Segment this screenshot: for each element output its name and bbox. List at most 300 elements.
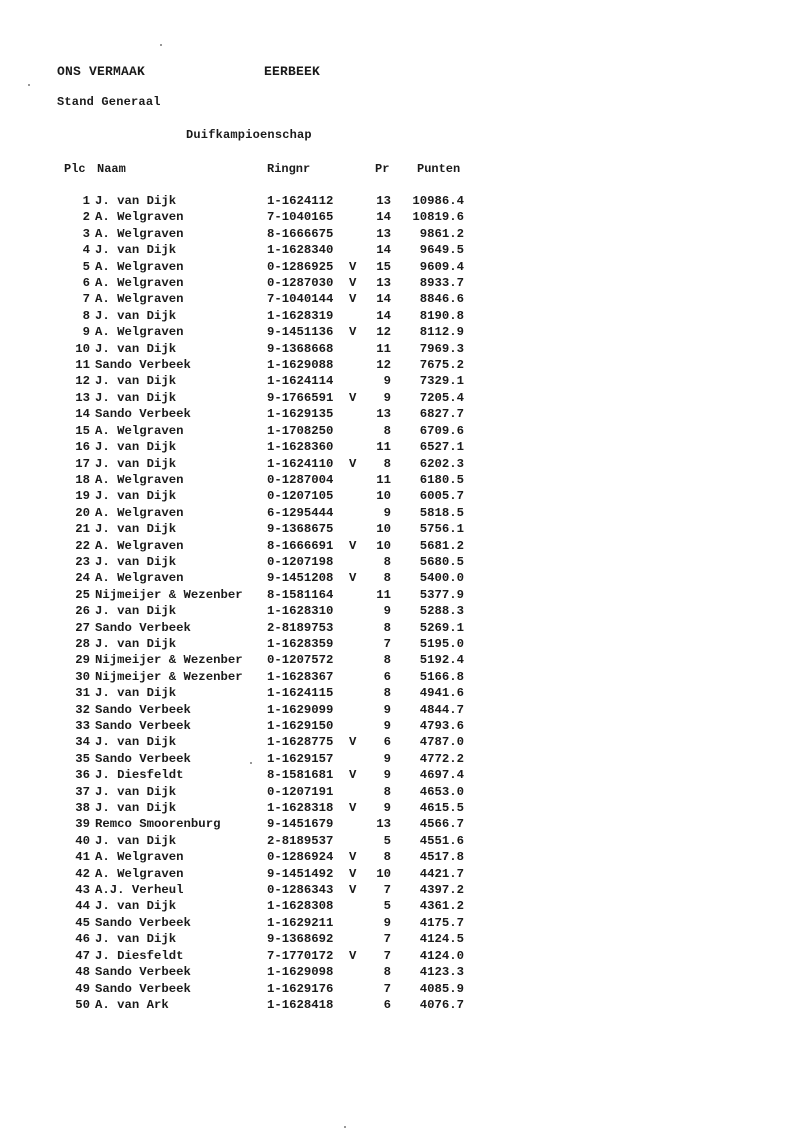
table-row: [0, 981, 800, 997]
cell-v-marker: V: [349, 768, 357, 783]
cell-pr: 14: [376, 210, 391, 225]
cell-punten: 10819.6: [412, 210, 464, 225]
table-row: [0, 997, 800, 1013]
cell-plc: 21: [75, 522, 90, 537]
cell-plc: 36: [75, 768, 90, 783]
cell-v-marker: V: [349, 948, 357, 963]
cell-pr: 8: [383, 554, 391, 569]
cell-pr: 9: [383, 751, 391, 766]
scan-speck: [344, 1126, 346, 1128]
cell-naam: A. Welgraven: [95, 850, 184, 865]
cell-pr: 13: [376, 226, 391, 241]
cell-punten: 7205.4: [419, 390, 464, 405]
cell-plc: 9: [82, 325, 90, 340]
cell-punten: 4421.7: [419, 866, 464, 881]
cell-plc: 37: [75, 784, 90, 799]
cell-punten: 8190.8: [419, 308, 464, 323]
cell-plc: 14: [75, 407, 90, 422]
table-row: [0, 308, 800, 324]
cell-plc: 43: [75, 883, 90, 898]
cell-punten: 5756.1: [419, 522, 464, 537]
cell-punten: 8112.9: [419, 325, 464, 340]
table-row: [0, 849, 800, 865]
scan-speck: [160, 44, 162, 46]
cell-punten: 7329.1: [419, 374, 464, 389]
cell-ringnr: 8-1666691: [267, 538, 334, 553]
cell-plc: 44: [75, 899, 90, 914]
cell-punten: 6005.7: [419, 489, 464, 504]
cell-ringnr: 1-1624110: [267, 456, 334, 471]
cell-pr: 14: [376, 308, 391, 323]
cell-naam: A. Welgraven: [95, 472, 184, 487]
table-row: [0, 866, 800, 882]
cell-naam: Sando Verbeek: [95, 407, 191, 422]
cell-pr: 9: [383, 702, 391, 717]
cell-plc: 45: [75, 915, 90, 930]
cell-pr: 12: [376, 325, 391, 340]
cell-ringnr: 0-1207198: [267, 554, 334, 569]
cell-naam: J. van Dijk: [95, 489, 177, 504]
cell-naam: Sando Verbeek: [95, 915, 191, 930]
cell-naam: J. Diesfeldt: [95, 768, 184, 783]
table-row: [0, 587, 800, 603]
cell-pr: 15: [376, 259, 391, 274]
cell-pr: 6: [383, 997, 391, 1012]
cell-plc: 1: [82, 194, 90, 208]
cell-ringnr: 1-1629211: [267, 915, 334, 930]
cell-naam: J. van Dijk: [95, 456, 177, 471]
cell-pr: 6: [383, 735, 391, 750]
table-row: [0, 193, 800, 209]
cell-pr: 10: [376, 538, 391, 553]
table-row: [0, 554, 800, 570]
table-row: [0, 685, 800, 701]
table-row: [0, 275, 800, 291]
cell-v-marker: V: [349, 571, 357, 586]
column-header-pr: Pr: [375, 162, 390, 176]
table-row: [0, 324, 800, 340]
cell-plc: 30: [75, 669, 90, 684]
table-row: [0, 505, 800, 521]
cell-naam: J. van Dijk: [95, 735, 177, 750]
cell-naam: J. van Dijk: [95, 243, 177, 258]
cell-ringnr: 0-1207105: [267, 489, 334, 504]
scan-speck: [250, 762, 252, 764]
cell-ringnr: 1-1629150: [267, 719, 334, 733]
cell-ringnr: 0-1286925: [267, 259, 334, 274]
cell-ringnr: 7-1040144: [267, 292, 334, 307]
table-row: [0, 521, 800, 537]
table-row: [0, 800, 800, 816]
cell-ringnr: 0-1207572: [267, 653, 334, 668]
cell-plc: 10: [75, 341, 90, 356]
cell-naam: J. van Dijk: [95, 341, 177, 356]
cell-ringnr: 8-1581164: [267, 587, 334, 602]
cell-ringnr: 1-1628360: [267, 440, 334, 455]
cell-plc: 24: [75, 571, 90, 586]
table-row: [0, 931, 800, 947]
table-row: [0, 357, 800, 373]
cell-ringnr: 1-1628359: [267, 636, 334, 651]
cell-punten: 4566.7: [419, 817, 464, 832]
cell-naam: Nijmeijer & Wezenber: [95, 669, 243, 684]
cell-pr: 11: [376, 587, 391, 602]
cell-pr: 10: [376, 522, 391, 537]
cell-punten: 5680.5: [419, 554, 464, 569]
cell-plc: 46: [75, 932, 90, 947]
cell-plc: 13: [75, 390, 90, 405]
report-subtitle: Stand Generaal: [57, 95, 161, 109]
cell-plc: 20: [75, 505, 90, 520]
cell-ringnr: 1-1624114: [267, 374, 334, 389]
cell-ringnr: 1-1629098: [267, 965, 334, 980]
cell-naam: Sando Verbeek: [95, 620, 191, 635]
cell-plc: 26: [75, 604, 90, 619]
cell-naam: Sando Verbeek: [95, 965, 191, 980]
cell-pr: 9: [383, 801, 391, 816]
cell-ringnr: 9-1368668: [267, 341, 334, 356]
cell-naam: J. van Dijk: [95, 932, 177, 947]
cell-v-marker: V: [349, 883, 357, 898]
cell-plc: 42: [75, 866, 90, 881]
cell-ringnr: 1-1628319: [267, 308, 334, 323]
cell-plc: 15: [75, 423, 90, 438]
cell-naam: Sando Verbeek: [95, 358, 191, 373]
cell-pr: 8: [383, 850, 391, 865]
cell-plc: 18: [75, 472, 90, 487]
cell-pr: 7: [383, 636, 391, 651]
column-header-punten: Punten: [417, 162, 461, 176]
cell-naam: J. van Dijk: [95, 604, 177, 619]
cell-pr: 14: [376, 292, 391, 307]
table-row: [0, 341, 800, 357]
table-row: [0, 915, 800, 931]
cell-plc: 19: [75, 489, 90, 504]
cell-naam: J. van Dijk: [95, 833, 177, 848]
cell-v-marker: V: [349, 735, 357, 750]
cell-naam: J. van Dijk: [95, 554, 177, 569]
cell-naam: A. Welgraven: [95, 276, 184, 291]
table-row: [0, 636, 800, 652]
cell-punten: 4076.7: [419, 997, 464, 1012]
cell-naam: J. van Dijk: [95, 308, 177, 323]
cell-naam: J. van Dijk: [95, 374, 177, 389]
cell-punten: 4085.9: [419, 981, 464, 996]
cell-ringnr: 1-1708250: [267, 423, 334, 438]
cell-naam: J. Diesfeldt: [95, 948, 184, 963]
cell-plc: 8: [82, 308, 90, 323]
cell-punten: 4124.0: [419, 948, 464, 963]
table-row: [0, 242, 800, 258]
cell-ringnr: 1-1624112: [267, 194, 334, 208]
cell-naam: A. Welgraven: [95, 505, 184, 520]
cell-punten: 9861.2: [419, 226, 464, 241]
cell-punten: 7969.3: [419, 341, 464, 356]
cell-punten: 4361.2: [419, 899, 464, 914]
cell-naam: A. Welgraven: [95, 325, 184, 340]
cell-plc: 5: [82, 259, 90, 274]
cell-pr: 7: [383, 932, 391, 947]
cell-punten: 4175.7: [419, 915, 464, 930]
cell-punten: 5288.3: [419, 604, 464, 619]
cell-v-marker: V: [349, 850, 357, 865]
cell-punten: 9649.5: [419, 243, 464, 258]
cell-punten: 4123.3: [419, 965, 464, 980]
competition-title: Duifkampioenschap: [186, 128, 312, 142]
cell-ringnr: 1-1629135: [267, 407, 334, 422]
cell-punten: 4697.4: [419, 768, 464, 783]
cell-pr: 8: [383, 571, 391, 586]
cell-naam: Sando Verbeek: [95, 981, 191, 996]
cell-pr: 9: [383, 390, 391, 405]
cell-v-marker: V: [349, 866, 357, 881]
cell-naam: A. Welgraven: [95, 259, 184, 274]
cell-naam: J. van Dijk: [95, 784, 177, 799]
cell-naam: Nijmeijer & Wezenber: [95, 653, 243, 668]
cell-punten: 6180.5: [419, 472, 464, 487]
cell-punten: 4844.7: [419, 702, 464, 717]
cell-pr: 13: [376, 407, 391, 422]
cell-naam: J. van Dijk: [95, 440, 177, 455]
cell-pr: 5: [383, 899, 391, 914]
cell-pr: 8: [383, 620, 391, 635]
cell-pr: 11: [376, 472, 391, 487]
cell-plc: 35: [75, 751, 90, 766]
cell-plc: 38: [75, 801, 90, 816]
cell-pr: 11: [376, 341, 391, 356]
cell-punten: 4787.0: [419, 735, 464, 750]
cell-plc: 23: [75, 554, 90, 569]
cell-ringnr: 1-1629176: [267, 981, 334, 996]
table-row: [0, 882, 800, 898]
cell-naam: J. van Dijk: [95, 686, 177, 701]
cell-v-marker: V: [349, 390, 357, 405]
cell-plc: 50: [75, 997, 90, 1012]
cell-plc: 48: [75, 965, 90, 980]
cell-punten: 10986.4: [412, 194, 464, 208]
table-row: [0, 472, 800, 488]
cell-naam: A. Welgraven: [95, 226, 184, 241]
cell-punten: 7675.2: [419, 358, 464, 373]
cell-v-marker: V: [349, 292, 357, 307]
table-row: [0, 784, 800, 800]
scan-speck: [28, 84, 30, 86]
cell-plc: 2: [82, 210, 90, 225]
cell-ringnr: 0-1207191: [267, 784, 334, 799]
table-row: [0, 209, 800, 225]
cell-punten: 5166.8: [419, 669, 464, 684]
table-row: [0, 702, 800, 718]
cell-naam: J. van Dijk: [95, 636, 177, 651]
club-town: EERBEEK: [264, 64, 321, 79]
cell-naam: Sando Verbeek: [95, 751, 191, 766]
cell-punten: 5400.0: [419, 571, 464, 586]
cell-naam: A. Welgraven: [95, 292, 184, 307]
cell-plc: 32: [75, 702, 90, 717]
cell-plc: 40: [75, 833, 90, 848]
cell-plc: 33: [75, 719, 90, 733]
cell-plc: 28: [75, 636, 90, 651]
cell-punten: 5269.1: [419, 620, 464, 635]
cell-punten: 5681.2: [419, 538, 464, 553]
cell-pr: 7: [383, 948, 391, 963]
cell-ringnr: 7-1770172: [267, 948, 334, 963]
cell-ringnr: 2-8189753: [267, 620, 334, 635]
cell-plc: 7: [82, 292, 90, 307]
cell-ringnr: 1-1628775: [267, 735, 334, 750]
cell-pr: 9: [383, 604, 391, 619]
table-row: [0, 751, 800, 767]
cell-plc: 31: [75, 686, 90, 701]
cell-punten: 4793.6: [419, 719, 464, 733]
cell-pr: 8: [383, 653, 391, 668]
cell-pr: 13: [376, 276, 391, 291]
cell-plc: 3: [82, 226, 90, 241]
cell-plc: 25: [75, 587, 90, 602]
cell-ringnr: 1-1624115: [267, 686, 334, 701]
cell-pr: 8: [383, 965, 391, 980]
cell-punten: 6827.7: [419, 407, 464, 422]
table-row: [0, 816, 800, 832]
cell-punten: 4517.8: [419, 850, 464, 865]
cell-punten: 4124.5: [419, 932, 464, 947]
cell-plc: 39: [75, 817, 90, 832]
ranking-table: [0, 193, 800, 1013]
cell-plc: 4: [82, 243, 90, 258]
cell-naam: J. van Dijk: [95, 801, 177, 816]
cell-punten: 6527.1: [419, 440, 464, 455]
cell-ringnr: 9-1368692: [267, 932, 334, 947]
cell-plc: 16: [75, 440, 90, 455]
table-row: [0, 259, 800, 275]
cell-naam: A. Welgraven: [95, 423, 184, 438]
cell-naam: A.J. Verheul: [95, 883, 184, 898]
cell-plc: 27: [75, 620, 90, 635]
cell-pr: 9: [383, 719, 391, 733]
cell-ringnr: 0-1287030: [267, 276, 334, 291]
cell-naam: J. van Dijk: [95, 194, 177, 208]
cell-punten: 5377.9: [419, 587, 464, 602]
table-row: [0, 570, 800, 586]
cell-punten: 4772.2: [419, 751, 464, 766]
cell-ringnr: 0-1286343: [267, 883, 334, 898]
cell-punten: 9609.4: [419, 259, 464, 274]
cell-naam: J. van Dijk: [95, 390, 177, 405]
cell-naam: A. Welgraven: [95, 538, 184, 553]
table-row: [0, 718, 800, 734]
table-row: [0, 373, 800, 389]
cell-pr: 8: [383, 686, 391, 701]
cell-naam: A. Welgraven: [95, 866, 184, 881]
cell-pr: 9: [383, 915, 391, 930]
cell-ringnr: 1-1628418: [267, 997, 334, 1012]
cell-pr: 13: [376, 817, 391, 832]
cell-plc: 29: [75, 653, 90, 668]
column-header-plc: Plc: [64, 162, 86, 176]
cell-ringnr: 9-1451679: [267, 817, 334, 832]
cell-punten: 4653.0: [419, 784, 464, 799]
cell-ringnr: 8-1666675: [267, 226, 334, 241]
cell-punten: 5192.4: [419, 653, 464, 668]
cell-pr: 10: [376, 866, 391, 881]
cell-naam: Nijmeijer & Wezenber: [95, 587, 243, 602]
cell-naam: Sando Verbeek: [95, 702, 191, 717]
cell-punten: 8846.6: [419, 292, 464, 307]
cell-pr: 13: [376, 194, 391, 208]
cell-ringnr: 1-1629157: [267, 751, 334, 766]
cell-naam: A. van Ark: [95, 997, 169, 1012]
cell-plc: 49: [75, 981, 90, 996]
cell-ringnr: 1-1628340: [267, 243, 334, 258]
cell-ringnr: 1-1628318: [267, 801, 334, 816]
cell-v-marker: V: [349, 456, 357, 471]
cell-pr: 10: [376, 489, 391, 504]
cell-naam: Sando Verbeek: [95, 719, 191, 733]
table-row: [0, 488, 800, 504]
cell-ringnr: 7-1040165: [267, 210, 334, 225]
cell-ringnr: 2-8189537: [267, 833, 334, 848]
cell-ringnr: 0-1286924: [267, 850, 334, 865]
cell-pr: 8: [383, 784, 391, 799]
cell-pr: 8: [383, 456, 391, 471]
cell-ringnr: 9-1451208: [267, 571, 334, 586]
cell-v-marker: V: [349, 259, 357, 274]
cell-naam: A. Welgraven: [95, 210, 184, 225]
cell-pr: 12: [376, 358, 391, 373]
cell-plc: 41: [75, 850, 90, 865]
table-row: [0, 767, 800, 783]
table-row: [0, 439, 800, 455]
table-row: [0, 423, 800, 439]
cell-punten: 6202.3: [419, 456, 464, 471]
table-row: [0, 603, 800, 619]
table-row: [0, 652, 800, 668]
table-row: [0, 669, 800, 685]
table-row: [0, 390, 800, 406]
cell-v-marker: V: [349, 538, 357, 553]
cell-punten: 4941.6: [419, 686, 464, 701]
column-header-ringnr: Ringnr: [267, 162, 311, 176]
cell-punten: 4615.5: [419, 801, 464, 816]
cell-pr: 5: [383, 833, 391, 848]
cell-ringnr: 9-1368675: [267, 522, 334, 537]
cell-v-marker: V: [349, 325, 357, 340]
table-row: [0, 948, 800, 964]
cell-pr: 7: [383, 981, 391, 996]
cell-punten: 5195.0: [419, 636, 464, 651]
cell-plc: 34: [75, 735, 90, 750]
column-header-naam: Naam: [97, 162, 126, 176]
cell-ringnr: 1-1629099: [267, 702, 334, 717]
table-row: [0, 291, 800, 307]
cell-naam: A. Welgraven: [95, 571, 184, 586]
cell-punten: 8933.7: [419, 276, 464, 291]
cell-pr: 11: [376, 440, 391, 455]
cell-plc: 47: [75, 948, 90, 963]
cell-ringnr: 8-1581681: [267, 768, 334, 783]
cell-naam: Remco Smoorenburg: [95, 817, 221, 832]
cell-ringnr: 1-1628367: [267, 669, 334, 684]
cell-punten: 5818.5: [419, 505, 464, 520]
cell-ringnr: 1-1628308: [267, 899, 334, 914]
cell-punten: 6709.6: [419, 423, 464, 438]
cell-pr: 9: [383, 374, 391, 389]
table-row: [0, 898, 800, 914]
cell-ringnr: 0-1287004: [267, 472, 334, 487]
cell-pr: 14: [376, 243, 391, 258]
table-row: [0, 226, 800, 242]
club-name: ONS VERMAAK: [57, 64, 146, 79]
